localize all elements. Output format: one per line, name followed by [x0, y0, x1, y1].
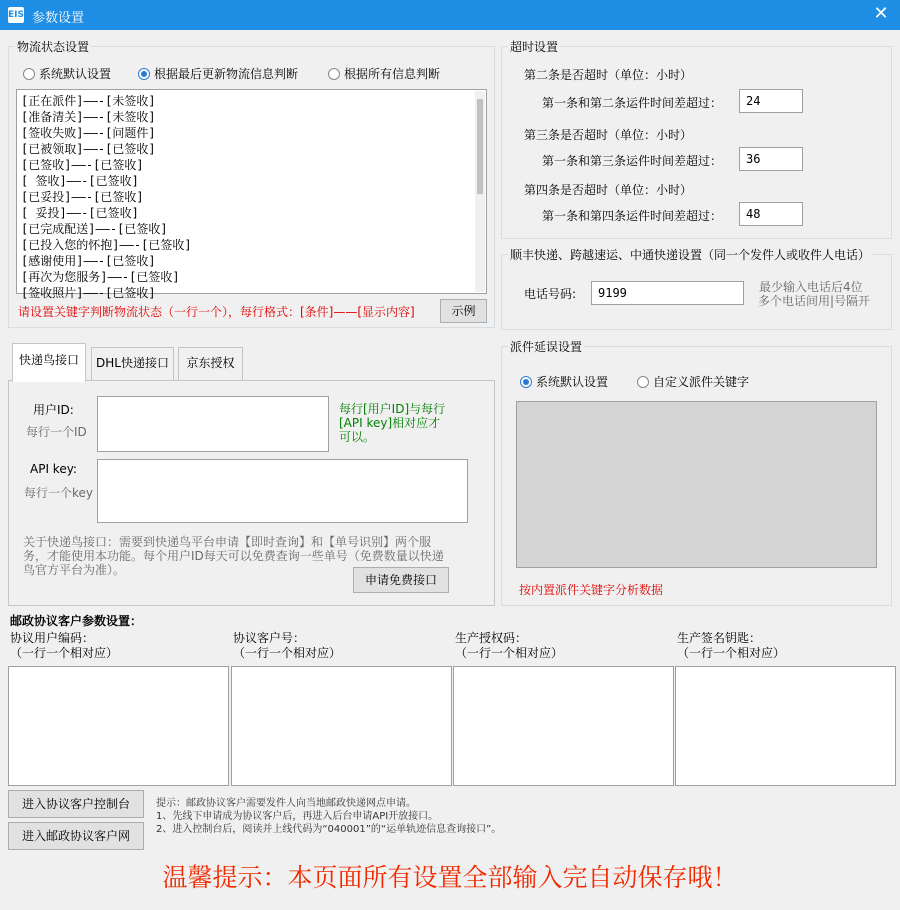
timeout-input-4[interactable]: 48 [739, 202, 803, 226]
radio-icon [23, 68, 35, 80]
postal-title: 邮政协议客户参数设置： [10, 614, 143, 628]
postal-customer-no-textarea[interactable] [231, 666, 452, 786]
window-title: 参数设置 [32, 11, 85, 26]
autosave-banner: 温馨提示：本页面所有设置全部输入完自动保存哦！ [162, 863, 738, 892]
apikey-sub: 每行一个key [24, 486, 94, 500]
tab-kdniao[interactable]: 快递鸟接口 [12, 343, 86, 382]
keyword-line: [ 签收]——-[已签收] [21, 174, 139, 188]
timeout-label-4: 第一条和第四条运件时间差超过： [542, 209, 723, 223]
postal-note-1: 提示：邮政协议客户需要发件人向当地邮政快递网点申请。 [156, 798, 416, 809]
timeout-title-4: 第四条是否超时（单位：小时） [524, 183, 693, 197]
apikey-textarea[interactable] [97, 459, 468, 523]
apply-api-button[interactable]: 申请免费接口 [353, 567, 449, 593]
keyword-lines [21, 93, 192, 301]
postal-auth-code-textarea[interactable] [453, 666, 674, 786]
timeout-input-3[interactable]: 36 [739, 147, 803, 171]
tab-jd[interactable]: 京东授权 [178, 347, 243, 380]
postal-col-2-head: 协议客户号： （一行一个相对应） [233, 631, 342, 660]
timeout-label-3: 第一条和第三条运件时间差超过： [542, 154, 723, 168]
phone-input[interactable]: 9199 [591, 281, 744, 305]
scrollbar-thumb[interactable] [477, 99, 483, 194]
logistics-radio-all[interactable]: 根据所有信息判断 [328, 65, 440, 82]
pair-note-3: 可以。 [339, 430, 376, 444]
pair-note-2: [API key]相对应才 [339, 416, 441, 430]
postal-col-4-head: 生产签名钥匙： （一行一个相对应） [677, 631, 786, 660]
keyword-line: [已妥投]——-[已签收] [21, 190, 144, 204]
postal-col-3-head: 生产授权码： （一行一个相对应） [455, 631, 564, 660]
api-desc-3: 鸟官方平台为准）。 [23, 563, 126, 577]
postal-site-button[interactable]: 进入邮政协议客户网 [8, 822, 144, 850]
timeout-label-2: 第一条和第二条运件时间差超过： [542, 96, 723, 110]
postal-col-1-head: 协议用户编码： （一行一个相对应） [10, 631, 119, 660]
delay-radio-default[interactable]: 系统默认设置 [520, 373, 608, 390]
keyword-scrollbar[interactable] [475, 91, 485, 292]
timeout-input-2[interactable]: 24 [739, 89, 803, 113]
logistics-radio-default[interactable]: 系统默认设置 [23, 65, 111, 82]
close-icon[interactable]: ✕ [873, 3, 889, 24]
delay-keyword-box [516, 401, 877, 568]
postal-console-button[interactable]: 进入协议客户控制台 [8, 790, 144, 818]
userid-textarea[interactable] [97, 396, 329, 452]
delay-note: 按内置派件关键字分析数据 [519, 583, 664, 597]
apikey-label: API key: [30, 462, 77, 476]
keyword-line: [已完成配送]——-[已签收] [21, 222, 168, 236]
api-desc-1: 关于快递鸟接口：需要到快递鸟平台申请【即时查询】和【单号识别】两个服 [23, 535, 432, 549]
keyword-line: [感谢使用]——-[已签收] [21, 254, 156, 268]
postal-sign-key-textarea[interactable] [675, 666, 896, 786]
app-icon: EIS [8, 7, 24, 23]
radio-icon [637, 376, 649, 388]
timeout-legend: 超时设置 [510, 40, 559, 54]
delay-legend: 派件延误设置 [510, 340, 583, 354]
logistics-hint: 请设置关键字判断物流状态（一行一个），每行格式：[条件]——[显示内容] [18, 305, 415, 319]
example-button[interactable]: 示例 [440, 299, 487, 323]
postal-note-3: 2、进入控制台后，阅读并上线代码为“040001”的“运单轨迹信息查询接口”。 [156, 824, 502, 835]
pair-note-1: 每行[用户ID]与每行 [339, 402, 446, 416]
phone-hint-1: 最少输入电话后4位 [759, 280, 863, 294]
keyword-line: [已投入您的怀抱]——-[已签收] [21, 238, 192, 252]
title-bar [0, 0, 900, 30]
phone-hint-2: 多个电话间用|号隔开 [758, 294, 871, 308]
logistics-radio-last[interactable]: 根据最后更新物流信息判断 [138, 65, 298, 82]
radio-checked-icon [520, 376, 532, 388]
userid-sub: 每行一个ID [26, 425, 87, 439]
delay-radio-custom[interactable]: 自定义派件关键字 [637, 373, 749, 390]
phone-legend: 顺丰快递、跨越速运、中通快递设置（同一个发件人或收件人电话） [510, 248, 871, 262]
keyword-line: [再次为您服务]——-[已签收] [21, 270, 180, 284]
keyword-line: [已被领取]——-[已签收] [21, 142, 156, 156]
radio-checked-icon [138, 68, 150, 80]
radio-icon [328, 68, 340, 80]
keyword-line: [正在派件]——-[未签收] [21, 94, 156, 108]
timeout-title-2: 第二条是否超时（单位：小时） [524, 68, 693, 82]
phone-label: 电话号码: [524, 287, 577, 301]
keyword-textarea[interactable] [16, 89, 487, 300]
keyword-line: [准备清关]——-[未签收] [21, 110, 156, 124]
postal-note-2: 1、先线下申请成为协议客户后，再进入后台申请API开放接口。 [156, 811, 439, 822]
keyword-line: [已签收]——-[已签收] [21, 158, 144, 172]
tab-dhl[interactable]: DHL快递接口 [91, 347, 174, 380]
keyword-line: [签收照片]——-[已签收] [21, 286, 156, 300]
keyword-line: [ 妥投]——-[已签收] [21, 206, 139, 220]
keyword-line: [签收失败]——-[问题件] [21, 126, 156, 140]
timeout-title-3: 第三条是否超时（单位：小时） [524, 128, 693, 142]
postal-user-code-textarea[interactable] [8, 666, 229, 786]
logistics-legend: 物流状态设置 [17, 40, 90, 54]
userid-label: 用户ID: [33, 403, 74, 417]
api-desc-2: 务，才能使用本功能。每个用户ID每天可以免费查询一些单号（免费数量以快递 [23, 549, 444, 563]
